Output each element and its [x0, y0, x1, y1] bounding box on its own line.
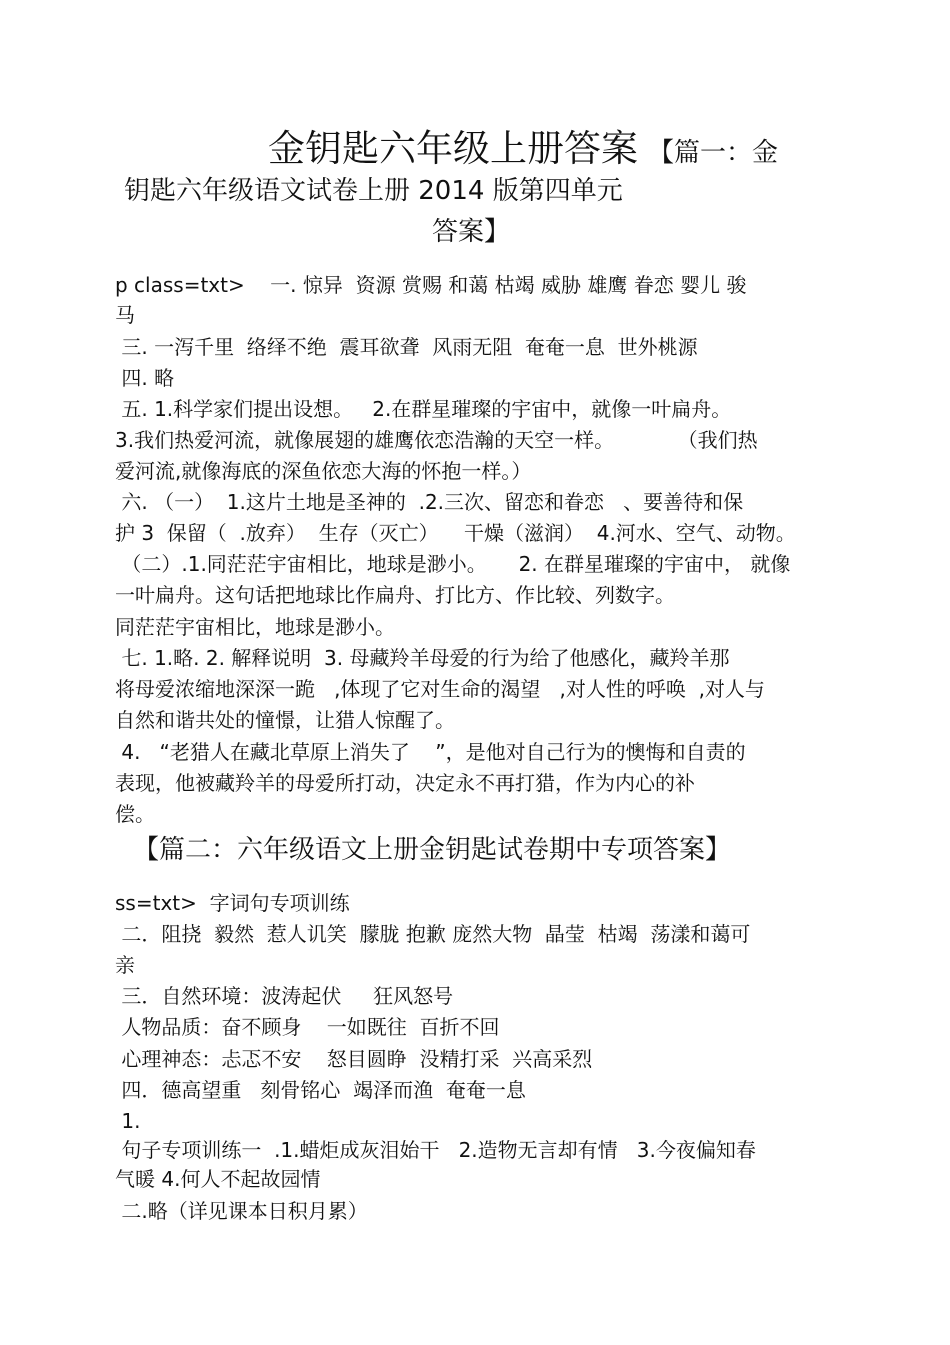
- text-line: 二.略（详见课本日积月累）: [115, 1199, 368, 1223]
- text-line: 马: [115, 303, 135, 327]
- title-line-2: 钥匙六年级语文试卷上册 2014 版第四单元: [124, 176, 623, 206]
- text-line: 七. 1.略. 2. 解释说明 3. 母藏羚羊母爱的行为给了他感化，藏羚羊那: [115, 646, 730, 670]
- text-line: 亲: [115, 953, 135, 977]
- text-line: 1.: [115, 1109, 141, 1133]
- text-line: 句子专项训练一 .1.蜡炬成灰泪始干 2.造物无言却有情 3.今夜偏知春: [115, 1138, 756, 1162]
- text-line: 三．自然环境：波涛起伏 狂风怒号: [115, 984, 454, 1008]
- text-line: 四．德高望重 刻骨铭心 竭泽而渔 奄奄一息: [115, 1078, 526, 1102]
- text-line: 二．阻挠 毅然 惹人讥笑 朦胧 抱歉 庞然大物 晶莹 枯竭 荡漾和蔼可: [115, 922, 751, 946]
- document-title: [268, 124, 778, 178]
- text-line: 表现，他被藏羚羊的母爱所打动，决定永不再打猎，作为内心的补: [115, 771, 695, 795]
- title-line-3: 答案】: [432, 217, 511, 247]
- text-line: 自然和谐共处的憧憬，让猎人惊醒了。: [115, 708, 455, 732]
- text-line: 气暖 4.何人不起故园情: [115, 1167, 321, 1191]
- text-line: p class=txt> 一. 惊异 资源 赏赐 和蔼 枯竭 威胁 雄鹰 眷恋 婴儿 骏: [115, 273, 747, 297]
- text-line: 六. （一） 1.这片土地是圣神的 .2.三次、留恋和眷恋 、要善待和保: [115, 490, 744, 514]
- text-line: （二）.1.同茫茫宇宙相比，地球是渺小。 2. 在群星璀璨的宇宙中， 就像: [115, 552, 791, 576]
- text-line: ss=txt> 字词句专项训练: [115, 891, 350, 915]
- title-main-text: 金钥匙六年级上册答案: [268, 127, 638, 170]
- text-line: 三. 一泻千里 络绎不绝 震耳欲聋 风雨无阻 奄奄一息 世外桃源: [115, 335, 698, 359]
- text-line: 一叶扁舟。这句话把地球比作扁舟、打比方、作比较、列数字。: [115, 583, 675, 607]
- text-line: 爱河流,就像海底的深鱼依恋大海的怀抱一样。）: [115, 459, 532, 483]
- text-line: 心理神态：忐忑不安 怒目圆睁 没精打采 兴高采烈: [115, 1047, 593, 1071]
- text-line: 护 3 保留（ .放弃） 生存（灭亡） 干燥（滋润） 4.河水、空气、动物。: [115, 521, 796, 545]
- text-line: 人物品质：奋不顾身 一如既往 百折不回: [115, 1015, 500, 1039]
- section-2-title: 【篇二：六年级语文上册金钥匙试卷期中专项答案】: [133, 835, 732, 865]
- text-line: 3.我们热爱河流，就像展翅的雄鹰依恋浩瀚的天空一样。 （我们热: [115, 428, 758, 452]
- text-line: 五. 1.科学家们提出设想。 2.在群星璀璨的宇宙中，就像一叶扁舟。: [115, 397, 732, 421]
- text-line: 将母爱浓缩地深深一跪 ,体现了它对生命的渴望 ,对人性的呼唤 ,对人与: [115, 677, 765, 701]
- text-line: 同茫茫宇宙相比，地球是渺小。: [115, 615, 395, 639]
- title-suffix: 【篇一：金: [648, 138, 779, 168]
- text-line: 4. “老猎人在藏北草原上消失了 ”，是他对自己行为的懊悔和自责的: [115, 740, 746, 764]
- text-line: 偿。: [115, 802, 155, 826]
- text-line: 四. 略: [115, 366, 175, 390]
